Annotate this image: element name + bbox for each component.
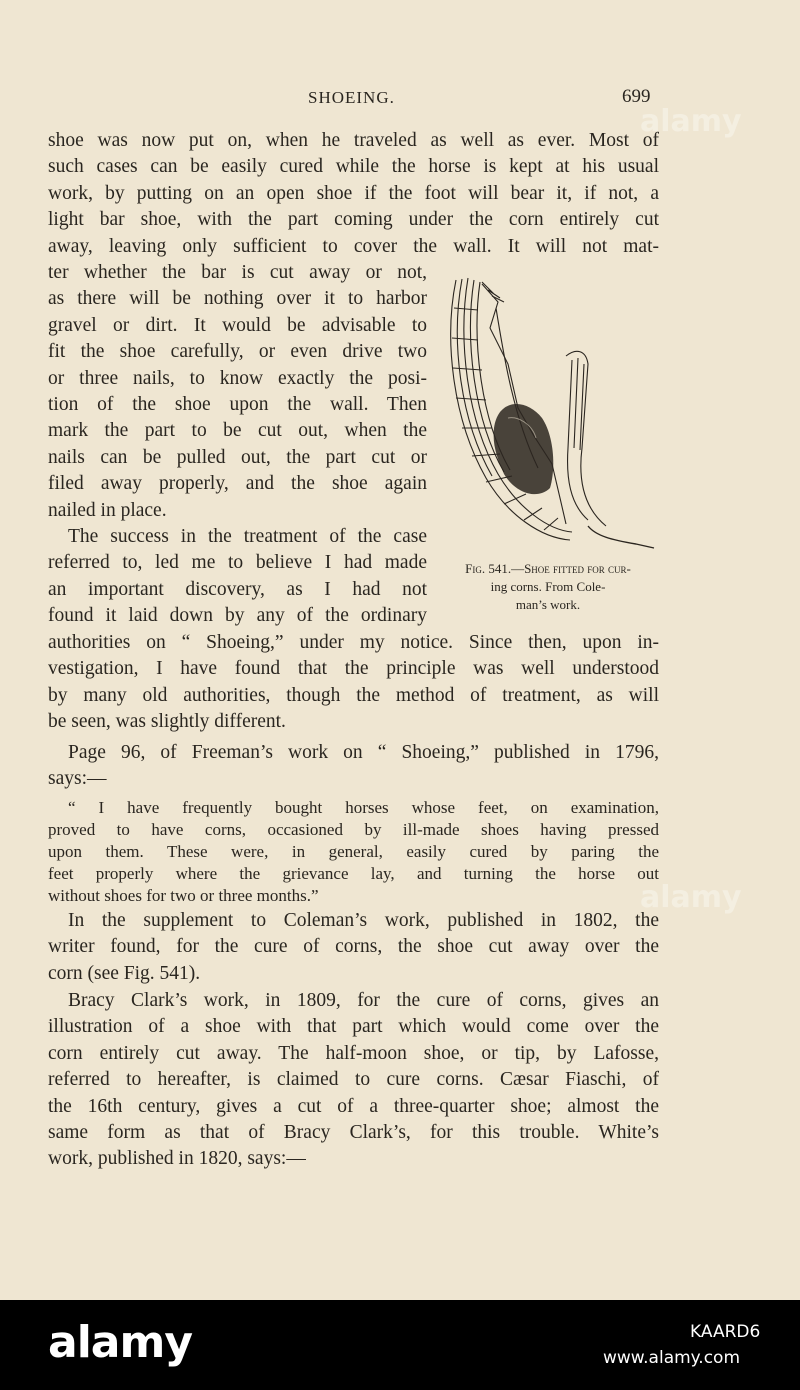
paragraph-3 xyxy=(48,740,659,793)
page-number: 699 xyxy=(622,86,651,107)
text-line: light bar shoe, with the part coming under the corn entirely cut xyxy=(48,209,659,231)
paragraph-4 xyxy=(48,908,659,987)
text-line: Bracy Clark’s work, in 1809, for the cure of corns, gives an xyxy=(68,990,659,1011)
text-line: fit the shoe carefully, or even drive two xyxy=(48,341,427,363)
text-line: work, published in 1820, says:— xyxy=(48,1148,306,1170)
text-line: be seen, was slightly different. xyxy=(48,711,286,733)
text-line: filed away properly, and the shoe again xyxy=(48,473,427,495)
text-line: work, by putting on an open shoe if the foot will bear it, if not, a xyxy=(48,182,659,204)
paragraph-2 xyxy=(48,630,659,736)
paragraph-5 xyxy=(48,988,659,1173)
caption-line: Fig. 541.—Shoe fitted for cur- xyxy=(465,561,631,576)
quote-line: upon them. These were, in general, easily cured by paring the xyxy=(48,842,659,861)
text-line: or three nails, to know exactly the posi- xyxy=(48,367,427,389)
block-quote xyxy=(48,797,659,907)
text-line: shoe was now put on, when he traveled as well as ever. Most of xyxy=(48,130,659,151)
text-line: corn entirely cut away. The half-moon shoe, or tip, by Lafosse, xyxy=(48,1042,659,1064)
running-head: SHOEING. xyxy=(308,88,395,107)
text-line: vestigation, I have found that the principle was well understood xyxy=(48,658,659,680)
text-line: as there will be nothing over it to harbor xyxy=(48,288,427,310)
text-line: away, leaving only sufficient to cover the wall. It will not mat- xyxy=(48,235,659,257)
text-line: such cases can be easily cured while the horse is kept at his usual xyxy=(48,156,659,178)
text-line: mark the part to be cut out, when the xyxy=(48,420,427,442)
site-url: www.alamy.com xyxy=(603,1348,741,1368)
alamy-logo: alamy xyxy=(48,1317,192,1368)
text-line: corn (see Fig. 541). xyxy=(48,962,201,984)
text-line: found it laid down by any of the ordinary xyxy=(48,605,427,627)
paragraph-2-wrapped xyxy=(48,524,427,630)
quote-line: feet properly where the grievance lay, and turning the horse out xyxy=(48,864,659,883)
caption-line: ing corns. From Cole- xyxy=(490,579,606,594)
watermark: alamy xyxy=(640,880,742,915)
text-line: In the supplement to Coleman’s work, published in 1802, the xyxy=(68,910,659,931)
paragraph-1-wrapped xyxy=(48,260,427,524)
text-line: referred to, led me to believe I had made xyxy=(48,552,427,574)
image-id: KAARD6 xyxy=(690,1322,761,1342)
text-line: the 16th century, gives a cut of a three-quarter shoe; almost the xyxy=(48,1095,659,1117)
text-line: ter whether the bar is cut away or not, xyxy=(48,262,427,283)
quote-line: without shoes for two or three months.” xyxy=(48,886,319,905)
paragraph-1 xyxy=(48,128,659,260)
text-line: gravel or dirt. It would be advisable to xyxy=(48,314,427,336)
text-line: nailed in place. xyxy=(48,499,167,521)
text-line: writer found, for the cure of corns, the shoe cut away over the xyxy=(48,936,659,958)
text-line: nails can be pulled out, the part cut or xyxy=(48,446,427,468)
watermark: alamy xyxy=(640,104,742,139)
caption-line: man’s work. xyxy=(515,597,581,612)
quote-line: proved to have corns, occasioned by ill-made shoes having pressed xyxy=(48,820,659,839)
text-line: an important discovery, as I had not xyxy=(48,578,427,600)
text-line: illustration of a shoe with that part which would come over the xyxy=(48,1016,659,1038)
horseshoe-engraving xyxy=(438,268,660,558)
text-line: Page 96, of Freeman’s work on “ Shoeing,” published in 1796, xyxy=(68,742,659,763)
text-line: by many old authorities, though the method of treatment, as will xyxy=(48,684,659,706)
text-line: referred to hereafter, is claimed to cure corns. Cæsar Fiaschi, of xyxy=(48,1069,659,1091)
text-line: tion of the shoe upon the wall. Then xyxy=(48,394,427,416)
text-line: says:— xyxy=(48,768,107,790)
figure-caption xyxy=(436,560,660,614)
text-line: The success in the treatment of the case xyxy=(68,526,427,547)
text-line: authorities on “ Shoeing,” under my notice. Since then, upon in- xyxy=(48,632,659,653)
quote-line: “ I have frequently bought horses whose feet, on examination, xyxy=(68,798,659,817)
text-line: same form as that of Bracy Clark’s, for this trouble. White’s xyxy=(48,1122,659,1144)
